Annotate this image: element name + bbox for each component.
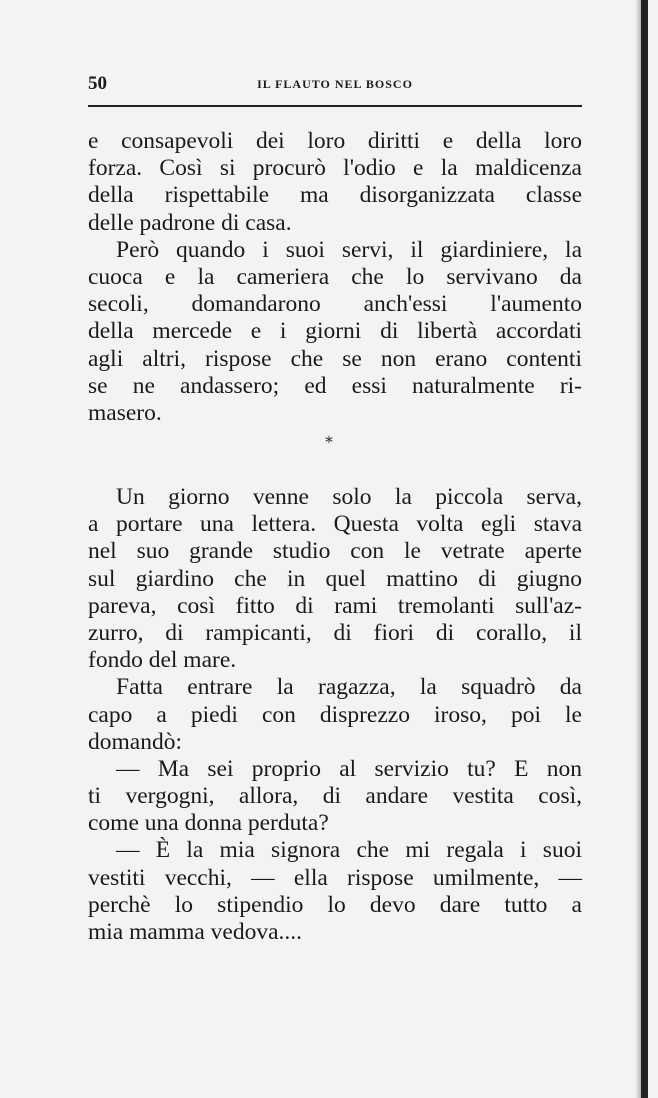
text-line: vestiti vecchi, — ella rispose umilmente, — bbox=[88, 864, 582, 891]
text-line: cuoca e la cameriera che lo servivano da bbox=[88, 263, 582, 290]
text-line: Fatta entrare la ragazza, la squadrò da bbox=[116, 674, 582, 701]
text-line: masero. bbox=[88, 399, 162, 426]
text-line: e consapevoli dei loro diritti e della loro bbox=[88, 128, 582, 154]
binding-edge bbox=[641, 0, 648, 1098]
text-block-1 bbox=[88, 128, 582, 427]
text-line: sul giardino che in quel mattino di giugno bbox=[88, 565, 582, 592]
text-line: — È la mia signora che mi regala i suoi bbox=[116, 837, 582, 864]
text-line: agli altri, rispose che se non erano contenti bbox=[88, 345, 582, 372]
text-line: delle padrone di casa. bbox=[88, 209, 292, 236]
text-line: perchè lo stipendio lo devo dare tutto a bbox=[88, 891, 582, 918]
page-number: 50 bbox=[88, 73, 107, 94]
text-line: della mercede e i giorni di libertà accordati bbox=[88, 318, 582, 345]
text-line: zurro, di rampicanti, di fiori di corallo, il bbox=[88, 619, 582, 646]
text-line: forza. Così si procurò l'odio e la maldicenza bbox=[88, 155, 582, 182]
section-separator: * bbox=[325, 433, 333, 451]
text-block-2 bbox=[88, 484, 582, 946]
text-line: mia mamma vedova.... bbox=[88, 919, 303, 945]
text-line: ti vergogni, allora, di andare vestita così, bbox=[88, 783, 582, 810]
text-line: Un giorno venne solo la piccola serva, bbox=[116, 484, 582, 510]
text-line: domandò: bbox=[88, 728, 182, 755]
running-title: IL FLAUTO NEL BOSCO bbox=[257, 77, 413, 91]
text-line: pareva, così fitto di rami tremolanti sull'az- bbox=[88, 592, 582, 619]
header-rule bbox=[88, 105, 582, 107]
text-line: della rispettabile ma disorganizzata classe bbox=[88, 182, 582, 209]
text-line: a portare una lettera. Questa volta egli stava bbox=[88, 511, 582, 538]
text-line: secoli, domandarono anch'essi l'aumento bbox=[88, 291, 582, 318]
text-line: fondo del mare. bbox=[88, 647, 237, 674]
text-line: nel suo grande studio con le vetrate aperte bbox=[88, 538, 582, 565]
text-line: — Ma sei proprio al servizio tu? E non bbox=[116, 755, 582, 782]
page-header bbox=[88, 73, 582, 97]
text-line: Però quando i suoi servi, il giardiniere, la bbox=[116, 236, 582, 263]
text-line: come una donna perduta? bbox=[88, 810, 329, 837]
text-line: se ne andassero; ed essi naturalmente ri- bbox=[88, 372, 582, 399]
text-line: capo a piedi con disprezzo iroso, poi le bbox=[88, 701, 582, 728]
